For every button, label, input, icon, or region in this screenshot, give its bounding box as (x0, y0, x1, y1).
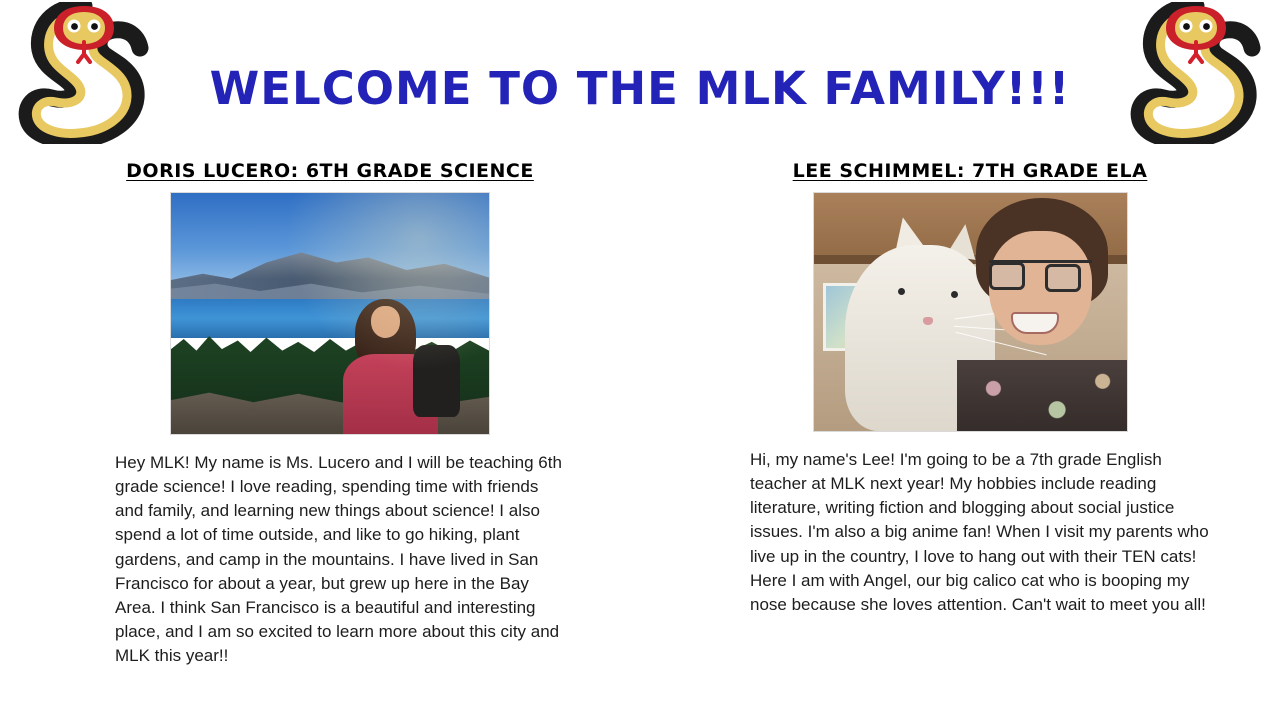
teacher-2-photo-wrap (700, 192, 1240, 432)
teacher-card-1 (0, 148, 640, 668)
teacher-2-photo (813, 192, 1128, 432)
teacher-1-photo (170, 192, 490, 435)
photo-cat-eye-right (951, 291, 958, 298)
page-title: WELCOME TO THE MLK FAMILY!!! (209, 62, 1071, 115)
cobra-mascot-icon-right (1126, 2, 1266, 144)
teacher-columns (0, 148, 1280, 668)
page-header (0, 0, 1280, 148)
photo-person-smile (1011, 312, 1059, 334)
teacher-1-photo-wrap (60, 192, 600, 435)
teacher-2-bio: Hi, my name's Lee! I'm going to be a 7th grade English teacher at MLK next year! My hobbies include reading literature, writing fiction and blogging about social justice issues. I'm also a big anime fan! When I visit my parents who live up in the country, I love to hang out with their TEN cats! Here I am with Angel, our big calico cat who is booping my nose because she loves attention. Can't wait to meet you all! (750, 450, 1209, 614)
photo-person-glasses-lens-right (1045, 264, 1081, 292)
teacher-2-heading: LEE SCHIMMEL: 7TH GRADE ELA (792, 160, 1148, 182)
teacher-1-heading: DORIS LUCERO: 6TH GRADE SCIENCE (126, 160, 534, 182)
teacher-1-bio: Hey MLK! My name is Ms. Lucero and I will be teaching 6th grade science! I love reading, spending time with friends and family, and learning new things about science! I also spend a lot of time outside, and like to go hiking, plant gardens, and camp in the mountains. I have lived in San Francisco for about a year, but grew up here in the Bay Area. I think San Francisco is a beautiful and interesting place, and I am so excited to learn more about this city and MLK this year!! (115, 453, 562, 665)
photo-cat-nose (923, 317, 933, 325)
teacher-card-2 (640, 148, 1280, 668)
photo-person-floral-shirt (957, 360, 1127, 431)
photo-person-glasses-lens-left (989, 262, 1025, 290)
photo-sun-flare (171, 193, 489, 434)
